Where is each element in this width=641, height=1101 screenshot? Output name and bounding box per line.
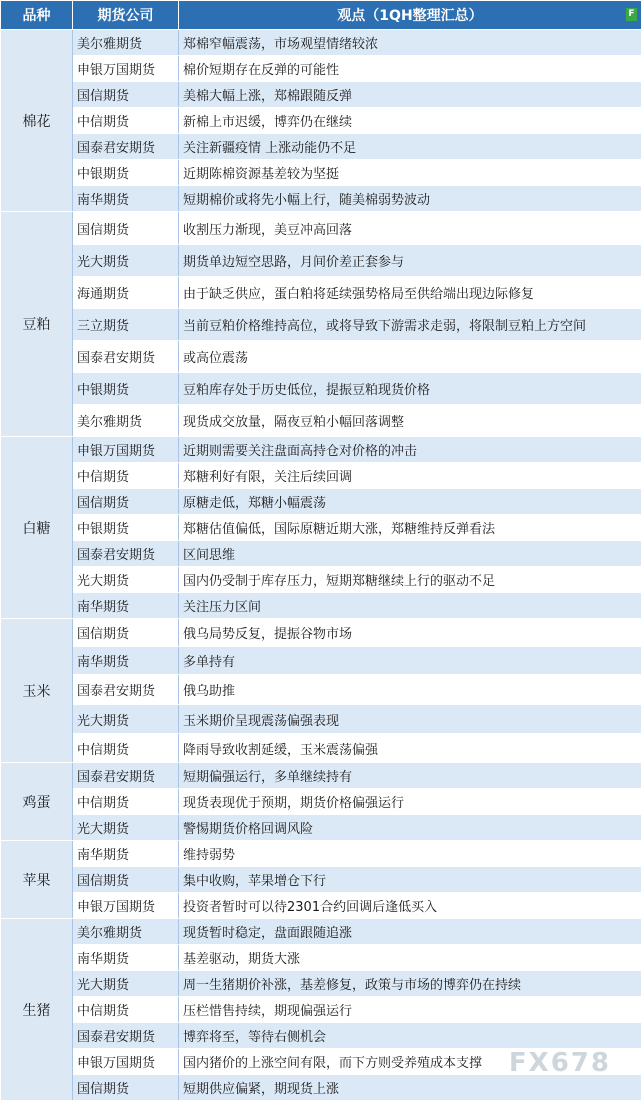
- table-row: [1, 1075, 641, 1101]
- view-cell: 现货成交放量，隔夜豆粕小幅回落调整: [179, 405, 641, 437]
- company-cell: 申银万国期货: [73, 56, 179, 82]
- table-row: [1, 705, 641, 734]
- view-cell: 国内猪价的上涨空间有限，而下方则受养殖成本支撑: [179, 1049, 641, 1075]
- view-cell: 俄乌助推: [179, 675, 641, 705]
- company-cell: 光大期货: [73, 705, 179, 734]
- company-cell: 中信期货: [73, 463, 179, 489]
- table-row: [1, 919, 641, 945]
- table-row: [1, 789, 641, 815]
- table-row: [1, 675, 641, 705]
- view-cell: 美棉大幅上涨，郑棉跟随反弹: [179, 82, 641, 108]
- view-cell: 周一生猪期价补涨，基差修复，政策与市场的博弈仍在持续: [179, 971, 641, 997]
- table-row: [1, 437, 641, 463]
- view-cell: 或高位震荡: [179, 341, 641, 373]
- table-row: [1, 489, 641, 515]
- table-row: [1, 245, 641, 277]
- view-cell: 豆粕库存处于历史低位，提振豆粕现货价格: [179, 373, 641, 405]
- view-cell: 压栏惜售持续，期现偏强运行: [179, 997, 641, 1023]
- company-cell: 申银万国期货: [73, 1049, 179, 1075]
- company-cell: 南华期货: [73, 186, 179, 212]
- table-row: [1, 815, 641, 841]
- table-row: [1, 841, 641, 867]
- table-row: [1, 734, 641, 763]
- view-cell: 区间思维: [179, 541, 641, 567]
- company-cell: 申银万国期货: [73, 893, 179, 919]
- view-cell: 当前豆粕价格维持高位，或将导致下游需求走弱，将限制豆粕上方空间: [179, 309, 641, 341]
- company-cell: 光大期货: [73, 971, 179, 997]
- company-cell: 中信期货: [73, 734, 179, 763]
- company-cell: 海通期货: [73, 277, 179, 309]
- view-cell: 降雨导致收割延缓，玉米震荡偏强: [179, 734, 641, 763]
- company-cell: 美尔雅期货: [73, 919, 179, 945]
- header-views-label: 观点（1QH整理汇总）: [337, 8, 482, 24]
- table-row: [1, 567, 641, 593]
- table-row: [1, 56, 641, 82]
- company-cell: 国泰君安期货: [73, 134, 179, 160]
- table-row: [1, 405, 641, 437]
- company-cell: 中信期货: [73, 108, 179, 134]
- table-row: [1, 277, 641, 309]
- company-cell: 国泰君安期货: [73, 675, 179, 705]
- header-variety: 品种: [1, 1, 73, 30]
- company-cell: 国信期货: [73, 82, 179, 108]
- variety-cell: 豆粕: [1, 212, 73, 437]
- view-cell: 现货表现优于预期，期货价格偏强运行: [179, 789, 641, 815]
- company-cell: 国信期货: [73, 212, 179, 245]
- view-cell: 维持弱势: [179, 841, 641, 867]
- view-cell: 现货暂时稳定，盘面跟随追涨: [179, 919, 641, 945]
- variety-cell: 玉米: [1, 619, 73, 763]
- variety-cell: 鸡蛋: [1, 763, 73, 841]
- company-cell: 国泰君安期货: [73, 763, 179, 789]
- table-row: [1, 593, 641, 619]
- view-cell: 郑棉窄幅震荡，市场观望情绪较浓: [179, 30, 641, 56]
- view-cell: 俄乌局势反复，提振谷物市场: [179, 619, 641, 647]
- view-cell: 近期则需要关注盘面高持仓对价格的冲击: [179, 437, 641, 463]
- view-cell: 博弈将至，等待右侧机会: [179, 1023, 641, 1049]
- company-cell: 美尔雅期货: [73, 405, 179, 437]
- table-row: [1, 108, 641, 134]
- view-cell: 玉米期价呈现震荡偏强表现: [179, 705, 641, 734]
- company-cell: 光大期货: [73, 567, 179, 593]
- view-cell: 短期棉价或将先小幅上行，随美棉弱势波动: [179, 186, 641, 212]
- company-cell: 光大期货: [73, 815, 179, 841]
- view-cell: 短期供应偏紧，期现货上涨: [179, 1075, 641, 1101]
- company-cell: 南华期货: [73, 593, 179, 619]
- variety-cell: 生猪: [1, 919, 73, 1101]
- table-row: [1, 945, 641, 971]
- table-row: [1, 212, 641, 245]
- table-row: [1, 997, 641, 1023]
- view-cell: 关注新疆疫情 上涨动能仍不足: [179, 134, 641, 160]
- table-row: [1, 309, 641, 341]
- view-cell: 关注压力区间: [179, 593, 641, 619]
- view-cell: 棉价短期存在反弹的可能性: [179, 56, 641, 82]
- header-row: [1, 1, 641, 30]
- company-cell: 国信期货: [73, 489, 179, 515]
- table-row: [1, 82, 641, 108]
- company-cell: 三立期货: [73, 309, 179, 341]
- company-cell: 南华期货: [73, 945, 179, 971]
- view-cell: 收割压力渐现，美豆冲高回落: [179, 212, 641, 245]
- table-row: [1, 647, 641, 675]
- variety-cell: 苹果: [1, 841, 73, 919]
- view-cell: 由于缺乏供应，蛋白粕将延续强势格局至供给端出现边际修复: [179, 277, 641, 309]
- view-cell: 近期陈棉资源基差较为坚挺: [179, 160, 641, 186]
- company-cell: 中信期货: [73, 997, 179, 1023]
- table-row: [1, 186, 641, 212]
- company-cell: 中银期货: [73, 160, 179, 186]
- company-cell: 国泰君安期货: [73, 341, 179, 373]
- view-cell: 警惕期货价格回调风险: [179, 815, 641, 841]
- company-cell: 国信期货: [73, 619, 179, 647]
- watermark-logo: FX678: [509, 1048, 611, 1078]
- table-row: [1, 341, 641, 373]
- table-row: [1, 893, 641, 919]
- company-cell: 美尔雅期货: [73, 30, 179, 56]
- view-cell: 国内仍受制于库存压力，短期郑糖继续上行的驱动不足: [179, 567, 641, 593]
- company-cell: 国泰君安期货: [73, 1023, 179, 1049]
- company-cell: 国信期货: [73, 1075, 179, 1101]
- header-views: [179, 1, 641, 30]
- company-cell: 国信期货: [73, 867, 179, 893]
- view-cell: 郑糖利好有限，关注后续回调: [179, 463, 641, 489]
- table-row: [1, 763, 641, 789]
- view-cell: 投资者暂时可以待2301合约回调后逢低买入: [179, 893, 641, 919]
- view-cell: 多单持有: [179, 647, 641, 675]
- variety-cell: 白糖: [1, 437, 73, 619]
- table-row: [1, 619, 641, 647]
- header-company: 期货公司: [73, 1, 179, 30]
- table-row: [1, 971, 641, 997]
- table-row: [1, 515, 641, 541]
- table-row: [1, 30, 641, 56]
- view-cell: 集中收购，苹果增仓下行: [179, 867, 641, 893]
- view-cell: 郑糖估值偏低，国际原糖近期大涨，郑糖维持反弹看法: [179, 515, 641, 541]
- company-cell: 国泰君安期货: [73, 541, 179, 567]
- table-row: [1, 134, 641, 160]
- table-body: [1, 30, 641, 1101]
- view-cell: 期货单边短空思路，月间价差正套参与: [179, 245, 641, 277]
- table-row: [1, 1023, 641, 1049]
- filter-icon[interactable]: F: [626, 8, 637, 21]
- view-cell: 短期偏强运行，多单继续持有: [179, 763, 641, 789]
- company-cell: 中银期货: [73, 373, 179, 405]
- view-cell: 新棉上市迟缓，博弈仍在继续: [179, 108, 641, 134]
- table-row: [1, 463, 641, 489]
- view-cell: 原糖走低，郑糖小幅震荡: [179, 489, 641, 515]
- company-cell: 申银万国期货: [73, 437, 179, 463]
- company-cell: 中信期货: [73, 789, 179, 815]
- table-row: [1, 160, 641, 186]
- company-cell: 南华期货: [73, 841, 179, 867]
- table-row: [1, 541, 641, 567]
- table-row: [1, 373, 641, 405]
- variety-cell: 棉花: [1, 30, 73, 212]
- company-cell: 南华期货: [73, 647, 179, 675]
- table-row: [1, 867, 641, 893]
- company-cell: 中银期货: [73, 515, 179, 541]
- company-cell: 光大期货: [73, 245, 179, 277]
- view-cell: 基差驱动，期货大涨: [179, 945, 641, 971]
